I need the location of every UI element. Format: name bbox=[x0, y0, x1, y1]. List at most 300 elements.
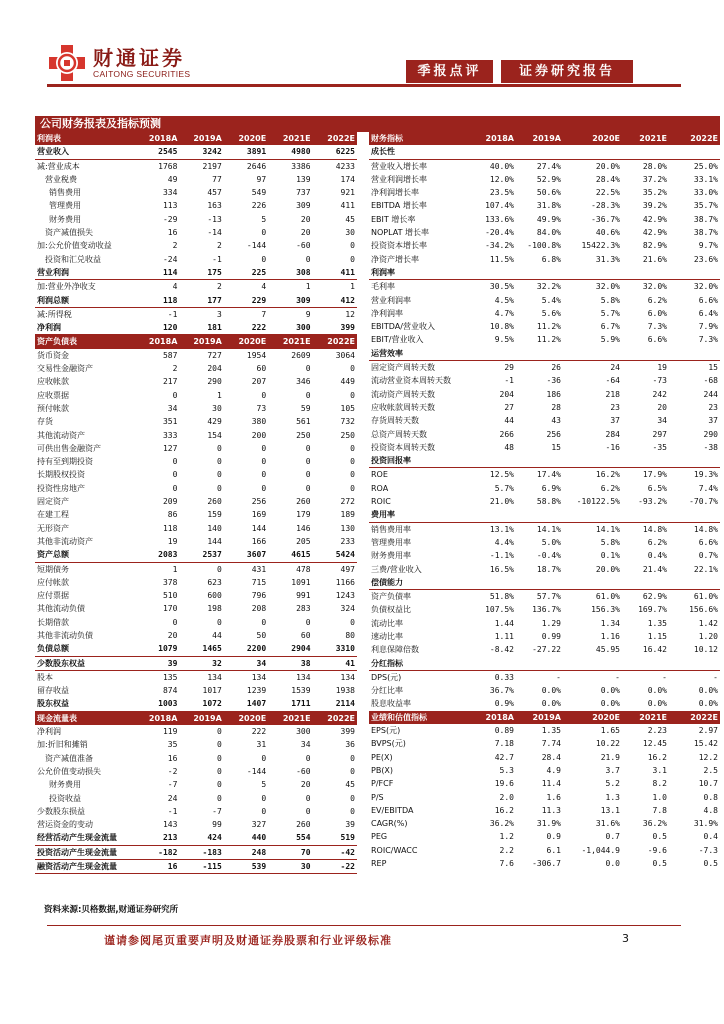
table-cell: 37 bbox=[610, 416, 620, 426]
table-cell: 2 bbox=[172, 241, 178, 251]
table-cell: 309 bbox=[296, 201, 311, 211]
row-label: 融资活动产生现金流量 bbox=[35, 860, 135, 874]
table-cell: 0 bbox=[350, 241, 355, 251]
table-row bbox=[35, 375, 357, 388]
table-cell: 12.0% bbox=[489, 174, 514, 184]
table-cell: 260 bbox=[296, 497, 311, 507]
table-cell: 6.6% bbox=[698, 537, 718, 547]
table-cell: 35.7% bbox=[693, 201, 718, 211]
table-cell: 0 bbox=[172, 470, 178, 480]
table-cell: 457 bbox=[207, 188, 222, 198]
table-cell: 10.12 bbox=[693, 645, 718, 655]
table-cell: 34 bbox=[167, 403, 178, 413]
table-cell: 134 bbox=[251, 672, 267, 682]
table-cell: 7.6 bbox=[499, 859, 514, 869]
table-cell: 11.5% bbox=[489, 254, 514, 264]
table-row bbox=[369, 724, 720, 737]
table-cell: -60 bbox=[296, 766, 311, 776]
table-cell: -20.4% bbox=[485, 228, 514, 238]
table-cell: 3.7 bbox=[605, 765, 620, 775]
table-cell: 0.0% bbox=[600, 699, 620, 709]
table-cell: 0 bbox=[350, 470, 355, 480]
table-cell: 5.8% bbox=[600, 295, 620, 305]
table-cell: 77 bbox=[212, 174, 222, 184]
table-row bbox=[369, 737, 720, 750]
table-cell: 130 bbox=[340, 523, 355, 533]
table-cell: -29 bbox=[162, 214, 178, 224]
table-cell: 10.8% bbox=[489, 322, 514, 332]
table-cell: 28.0% bbox=[642, 161, 667, 171]
table-cell bbox=[516, 454, 563, 468]
table-cell: 0.4% bbox=[647, 551, 667, 561]
row-label: 股东权益 bbox=[35, 697, 135, 711]
row-label: 投资性房地产 bbox=[37, 483, 85, 493]
table-cell: 233 bbox=[340, 536, 355, 546]
table-row bbox=[369, 320, 720, 333]
table-cell: 0 bbox=[305, 457, 311, 467]
table-cell: 40.6% bbox=[595, 228, 620, 238]
section-header-row bbox=[369, 711, 720, 724]
table-cell: 105 bbox=[340, 403, 355, 413]
table-cell bbox=[563, 347, 622, 361]
table-cell: 34 bbox=[300, 740, 311, 750]
row-label: REP bbox=[371, 859, 387, 869]
table-cell: 0 bbox=[350, 753, 355, 763]
row-label: 营业收入增长率 bbox=[371, 161, 427, 171]
table-cell bbox=[622, 657, 669, 671]
footer-divider bbox=[47, 925, 681, 926]
table-row bbox=[369, 199, 720, 212]
table-cell: 0 bbox=[305, 753, 311, 763]
table-cell: 3064 bbox=[335, 350, 355, 360]
table-cell: - bbox=[713, 672, 718, 682]
table-cell: 737 bbox=[296, 188, 311, 198]
table-cell: 3607 bbox=[224, 548, 268, 562]
row-label: 费用率 bbox=[369, 508, 469, 522]
table-cell: 7 bbox=[261, 309, 267, 319]
table-row bbox=[35, 307, 357, 321]
table-cell: 50.6% bbox=[536, 188, 561, 198]
table-cell: -38 bbox=[703, 442, 718, 452]
section-header-row bbox=[35, 335, 357, 349]
table-cell: 2200 bbox=[224, 642, 268, 656]
table-cell: 107.4% bbox=[485, 201, 514, 211]
row-label: 资产总额 bbox=[35, 548, 135, 562]
table-cell: 118 bbox=[135, 294, 179, 308]
row-label: 减:营业成本 bbox=[37, 161, 80, 171]
table-cell: 561 bbox=[296, 417, 311, 427]
table-cell: 0 bbox=[305, 483, 311, 493]
table-cell: -24 bbox=[162, 254, 178, 264]
table-cell: 250 bbox=[340, 430, 355, 440]
year-header: 2020E bbox=[224, 335, 268, 349]
table-row bbox=[35, 145, 357, 159]
table-cell: 59 bbox=[300, 403, 311, 413]
table-cell: 242 bbox=[652, 389, 667, 399]
table-cell: 5.0% bbox=[541, 537, 561, 547]
table-cell: 324 bbox=[340, 604, 355, 614]
table-row bbox=[369, 347, 720, 361]
table-cell: 1243 bbox=[335, 591, 355, 601]
table-cell bbox=[669, 454, 720, 468]
table-cell: 166 bbox=[251, 536, 267, 546]
table-cell: 0 bbox=[350, 443, 355, 453]
table-cell: 9.7% bbox=[698, 241, 718, 251]
row-label: 利润率 bbox=[369, 266, 469, 280]
row-label: 长期借款 bbox=[37, 617, 69, 627]
table-cell: 7.3% bbox=[698, 335, 718, 345]
table-row bbox=[369, 830, 720, 843]
row-label: 营运资金的变动 bbox=[37, 820, 93, 830]
year-header: 2022E bbox=[313, 132, 357, 145]
table-row bbox=[369, 468, 720, 482]
table-cell: 1.34 bbox=[600, 618, 620, 628]
row-label: 营业收入 bbox=[35, 145, 135, 159]
table-row bbox=[35, 684, 357, 697]
row-label: 应付帐款 bbox=[37, 577, 69, 587]
table-row bbox=[369, 253, 720, 266]
table-cell: 15 bbox=[708, 363, 718, 373]
table-cell: 7.9% bbox=[698, 322, 718, 332]
table-cell: 11.2% bbox=[536, 322, 561, 332]
table-cell: 21.0% bbox=[489, 497, 514, 507]
table-cell: 0 bbox=[350, 364, 355, 374]
section-header-row bbox=[35, 132, 357, 145]
table-cell: 3 bbox=[216, 309, 222, 319]
table-row bbox=[369, 482, 720, 495]
table-cell: 15.42 bbox=[693, 739, 718, 749]
row-label: 加:营业外净收支 bbox=[37, 282, 96, 292]
table-cell: -1 bbox=[167, 806, 178, 816]
table-cell: 34 bbox=[224, 656, 268, 670]
table-cell: 1.20 bbox=[698, 631, 718, 641]
table-cell: 20 bbox=[300, 780, 311, 790]
table-cell: 70 bbox=[268, 845, 312, 859]
table-cell: 163 bbox=[207, 201, 222, 211]
table-cell: 1017 bbox=[202, 686, 222, 696]
table-cell: 5.9% bbox=[600, 335, 620, 345]
table-row bbox=[369, 173, 720, 186]
table-cell: 0 bbox=[305, 443, 311, 453]
table-cell: -182 bbox=[135, 845, 179, 859]
table-cell: 29 bbox=[504, 363, 514, 373]
table-cell: 1 bbox=[305, 282, 311, 292]
row-label: 应收票据 bbox=[37, 390, 69, 400]
table-cell: 32.0% bbox=[642, 282, 667, 292]
table-cell: 2.97 bbox=[698, 726, 718, 736]
table-cell: 4.8 bbox=[703, 805, 718, 815]
table-cell: 5.8% bbox=[600, 537, 620, 547]
table-row bbox=[35, 778, 357, 791]
table-cell: -8.42 bbox=[489, 645, 514, 655]
table-row bbox=[369, 213, 720, 226]
table-cell: 0 bbox=[350, 457, 355, 467]
row-label: EBIT/营业收入 bbox=[371, 335, 424, 345]
table-cell: 113 bbox=[162, 201, 178, 211]
table-cell: 0 bbox=[350, 254, 355, 264]
table-cell: 5 bbox=[261, 780, 267, 790]
table-cell: 34 bbox=[657, 416, 667, 426]
table-cell: 256 bbox=[251, 497, 267, 507]
table-cell: 2.0 bbox=[499, 792, 514, 802]
row-label: 资产减值准备 bbox=[45, 753, 93, 763]
row-label: 分红指标 bbox=[369, 657, 469, 671]
table-cell: 554 bbox=[268, 831, 312, 845]
table-cell: 0 bbox=[216, 727, 222, 737]
year-header: 2018A bbox=[135, 711, 179, 725]
table-cell: 333 bbox=[162, 430, 178, 440]
year-header: 2018A bbox=[469, 132, 516, 145]
table-cell: -34.2% bbox=[485, 241, 514, 251]
table-row bbox=[35, 495, 357, 508]
table-cell: 189 bbox=[340, 510, 355, 520]
table-cell: 1003 bbox=[135, 697, 179, 711]
row-label: 公允价值变动损失 bbox=[37, 766, 101, 776]
table-row bbox=[35, 294, 357, 308]
table-cell: 11.4 bbox=[541, 779, 561, 789]
table-cell: 3891 bbox=[224, 145, 268, 159]
table-row bbox=[35, 792, 357, 805]
table-cell: 6.4% bbox=[698, 308, 718, 318]
table-cell: 19.3% bbox=[693, 470, 718, 480]
row-label: 财务费用 bbox=[49, 214, 81, 224]
table-cell: 0 bbox=[216, 457, 222, 467]
table-cell bbox=[516, 347, 563, 361]
table-cell: -10122.5% bbox=[576, 497, 620, 507]
table-cell: 399 bbox=[313, 321, 357, 335]
header-divider bbox=[47, 84, 681, 87]
table-row bbox=[369, 441, 720, 454]
table-cell: 17.9% bbox=[642, 470, 667, 480]
table-cell: 1465 bbox=[179, 642, 223, 656]
table-cell bbox=[622, 266, 669, 280]
row-label: 长期股权投资 bbox=[37, 470, 85, 480]
table-cell: 140 bbox=[207, 523, 222, 533]
table-row bbox=[35, 642, 357, 656]
table-cell: 43 bbox=[551, 416, 561, 426]
table-cell: 204 bbox=[499, 389, 514, 399]
table-cell: 139 bbox=[296, 174, 311, 184]
table-cell: 10.22 bbox=[595, 739, 620, 749]
table-row bbox=[369, 603, 720, 616]
table-row bbox=[35, 845, 357, 859]
row-label: 销售费用率 bbox=[371, 524, 411, 534]
row-label: 成长性 bbox=[369, 145, 469, 159]
row-label: 存货 bbox=[37, 417, 53, 427]
table-cell: 222 bbox=[224, 321, 268, 335]
table-cell: 5424 bbox=[313, 548, 357, 562]
table-cell: 107.5% bbox=[485, 605, 514, 615]
table-cell: 4.4% bbox=[494, 537, 514, 547]
year-header: 2018A bbox=[135, 335, 179, 349]
row-label: 持有至到期投资 bbox=[37, 457, 93, 467]
table-row bbox=[369, 186, 720, 199]
table-cell: 82.9% bbox=[642, 241, 667, 251]
table-cell: 127 bbox=[162, 443, 178, 453]
table-cell: 0.9% bbox=[494, 699, 514, 709]
row-label: 净利润增长率 bbox=[371, 188, 419, 198]
table-cell: 1072 bbox=[179, 697, 223, 711]
table-cell: 0 bbox=[172, 483, 178, 493]
row-label: EV/EBITDA bbox=[371, 805, 414, 815]
year-header: 2021E bbox=[622, 132, 669, 145]
logo-mark-icon bbox=[47, 43, 87, 83]
table-cell: 19.6 bbox=[494, 779, 514, 789]
table-cell: 411 bbox=[313, 266, 357, 280]
section-title: 公司财务报表及指标预测 bbox=[35, 116, 720, 132]
table-cell: 40.0% bbox=[489, 161, 514, 171]
table-row bbox=[35, 576, 357, 589]
table-cell bbox=[669, 508, 720, 522]
table-cell: 497 bbox=[340, 564, 355, 574]
table-row bbox=[369, 414, 720, 427]
row-label: 总资产周转天数 bbox=[371, 429, 427, 439]
table-cell: 204 bbox=[207, 364, 222, 374]
table-cell: 6.0% bbox=[647, 308, 667, 318]
table-cell bbox=[669, 347, 720, 361]
table-cell: 6.2% bbox=[647, 295, 667, 305]
table-cell bbox=[563, 454, 622, 468]
table-cell: 222 bbox=[251, 727, 267, 737]
table-row bbox=[369, 857, 720, 870]
table-cell: 0.0% bbox=[600, 686, 620, 696]
table-cell: 205 bbox=[296, 536, 311, 546]
table-row bbox=[369, 454, 720, 468]
table-cell: 27.4% bbox=[536, 161, 561, 171]
table-cell: 2114 bbox=[313, 697, 357, 711]
row-label: 投资收益 bbox=[49, 793, 81, 803]
table-cell: 2083 bbox=[135, 548, 179, 562]
table-cell: 208 bbox=[251, 604, 267, 614]
table-cell: 20.0% bbox=[595, 161, 620, 171]
table-row bbox=[369, 495, 720, 508]
table-cell: 1239 bbox=[246, 686, 267, 696]
table-cell: -1,044.9 bbox=[581, 845, 620, 855]
table-cell: 1166 bbox=[335, 577, 355, 587]
table-cell: 300 bbox=[296, 727, 311, 737]
table-cell: 284 bbox=[605, 429, 620, 439]
table-row bbox=[369, 266, 720, 280]
row-label: 营业利润 bbox=[35, 266, 135, 280]
table-cell bbox=[469, 508, 516, 522]
row-label: 货币资金 bbox=[37, 350, 69, 360]
table-cell: 2 bbox=[172, 364, 178, 374]
table-cell: 144 bbox=[251, 523, 267, 533]
table-cell: 7.74 bbox=[541, 739, 561, 749]
table-cell bbox=[469, 266, 516, 280]
row-label: 流动营业资本周转天数 bbox=[371, 376, 451, 386]
table-cell: 21.4% bbox=[642, 564, 667, 574]
table-cell: 4233 bbox=[335, 161, 355, 171]
table-cell: 4615 bbox=[268, 548, 312, 562]
table-cell: 7.4% bbox=[698, 483, 718, 493]
table-cell: 4.7% bbox=[494, 308, 514, 318]
table-cell: 1.6 bbox=[546, 792, 561, 802]
table-cell: 2904 bbox=[268, 642, 312, 656]
table-cell: 431 bbox=[251, 564, 267, 574]
table-cell: 31.8% bbox=[536, 201, 561, 211]
table-row bbox=[35, 752, 357, 765]
table-row bbox=[369, 643, 720, 656]
table-row bbox=[369, 817, 720, 830]
table-cell: 16.42 bbox=[642, 645, 667, 655]
table-cell: - bbox=[556, 672, 561, 682]
table-cell: 0 bbox=[305, 390, 311, 400]
table-cell: 4 bbox=[172, 282, 178, 292]
table-cell: 42.9% bbox=[642, 214, 667, 224]
table-cell: -306.7 bbox=[532, 859, 561, 869]
row-label: 其他流动资产 bbox=[37, 430, 85, 440]
table-cell: 20.0% bbox=[595, 564, 620, 574]
table-row bbox=[35, 402, 357, 415]
table-cell: 412 bbox=[313, 294, 357, 308]
table-cell: 14.8% bbox=[642, 524, 667, 534]
table-cell: 51.8% bbox=[489, 592, 514, 602]
table-row bbox=[35, 765, 357, 778]
row-label: 业绩和估值指标 bbox=[369, 711, 469, 724]
row-label: 营业税费 bbox=[45, 174, 77, 184]
table-row bbox=[35, 482, 357, 495]
row-label: P/S bbox=[371, 792, 384, 802]
table-cell: - bbox=[662, 672, 667, 682]
row-label: 加:公允价值变动收益 bbox=[37, 241, 112, 251]
table-cell: 20 bbox=[657, 402, 667, 412]
table-row bbox=[35, 280, 357, 294]
table-row bbox=[369, 536, 720, 549]
table-cell: 21.6% bbox=[642, 254, 667, 264]
table-cell: 186 bbox=[546, 389, 561, 399]
table-cell: 31.9% bbox=[693, 819, 718, 829]
left-financial-table bbox=[35, 132, 357, 874]
row-label: 投资资本增长率 bbox=[371, 241, 427, 251]
table-cell: 0 bbox=[350, 806, 355, 816]
table-row bbox=[35, 738, 357, 751]
table-cell: -1 bbox=[504, 376, 514, 386]
table-row bbox=[35, 629, 357, 642]
table-cell: 99 bbox=[212, 820, 222, 830]
table-cell: 61.0% bbox=[595, 592, 620, 602]
table-cell bbox=[563, 657, 622, 671]
row-label: 利润总额 bbox=[35, 294, 135, 308]
table-row bbox=[35, 253, 357, 266]
table-cell: 16.2 bbox=[647, 752, 667, 762]
table-row bbox=[35, 831, 357, 845]
table-cell: 45 bbox=[345, 780, 355, 790]
row-label: 其他非流动资产 bbox=[37, 536, 93, 546]
row-label: 净利润率 bbox=[371, 308, 403, 318]
table-cell: 5 bbox=[261, 214, 267, 224]
row-label: 财务费用 bbox=[49, 780, 81, 790]
table-cell: 0 bbox=[216, 470, 222, 480]
table-cell: 539 bbox=[224, 860, 268, 874]
table-cell: 290 bbox=[207, 377, 222, 387]
table-cell: 12 bbox=[345, 309, 355, 319]
table-cell bbox=[516, 657, 563, 671]
row-label: 负债总额 bbox=[35, 642, 135, 656]
table-row bbox=[35, 186, 357, 199]
table-cell: 17.4% bbox=[536, 470, 561, 480]
table-cell: 11.3 bbox=[541, 805, 561, 815]
table-cell: 33.1% bbox=[693, 174, 718, 184]
table-cell: 15422.3% bbox=[581, 241, 620, 251]
table-cell: 0 bbox=[350, 793, 355, 803]
table-cell: -64 bbox=[605, 376, 620, 386]
table-cell: 1091 bbox=[291, 577, 311, 587]
table-cell: 1 bbox=[216, 390, 222, 400]
table-cell: 159 bbox=[207, 510, 222, 520]
table-cell: -35 bbox=[652, 442, 667, 452]
row-label: 投资回报率 bbox=[369, 454, 469, 468]
